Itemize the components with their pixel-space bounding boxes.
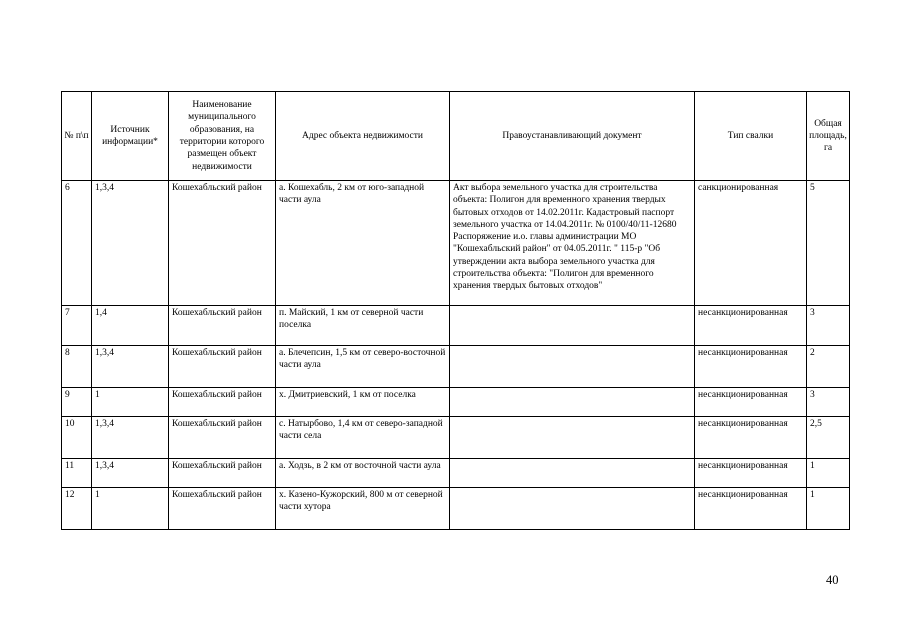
cell-source: 1,3,4 [92,181,169,306]
table-row [62,488,850,530]
cell-number: 7 [62,306,92,346]
cell-type: санкционированная [695,181,807,306]
cell-area: 5 [807,181,850,306]
page-number: 40 [826,573,839,587]
cell-area: 1 [807,488,850,530]
cell-document [450,346,695,388]
cell-area: 2,5 [807,417,850,459]
cell-municipality: Кошехабльский район [169,346,276,388]
cell-type: несанкционированная [695,417,807,459]
cell-document [450,306,695,346]
cell-municipality: Кошехабльский район [169,388,276,417]
cell-document [450,488,695,530]
table-row [62,388,850,417]
cell-number: 6 [62,181,92,306]
header-area: Общая площадь, га [807,92,850,181]
cell-municipality: Кошехабльский район [169,306,276,346]
cell-source: 1,3,4 [92,346,169,388]
cell-source: 1,4 [92,306,169,346]
header-document: Правоустанавливающий документ [450,92,695,181]
cell-address: а. Ходзь, в 2 км от восточной части аула [276,459,450,488]
cell-area: 3 [807,388,850,417]
cell-type: несанкционированная [695,459,807,488]
header-type: Тип свалки [695,92,807,181]
header-address: Адрес объекта недвижимости [276,92,450,181]
cell-source: 1,3,4 [92,459,169,488]
cell-municipality: Кошехабльский район [169,181,276,306]
header-source: Источник информации* [92,92,169,181]
cell-source: 1,3,4 [92,417,169,459]
cell-type: несанкционированная [695,306,807,346]
cell-address: п. Майский, 1 км от северной части поселка [276,306,450,346]
cell-municipality: Кошехабльский район [169,417,276,459]
cell-address: а. Блечепсин, 1,5 км от северо-восточной части аула [276,346,450,388]
cell-number: 9 [62,388,92,417]
cell-source: 1 [92,388,169,417]
cell-municipality: Кошехабльский район [169,459,276,488]
cell-address: х. Дмитриевский, 1 км от поселка [276,388,450,417]
cell-type: несанкционированная [695,488,807,530]
cell-number: 8 [62,346,92,388]
cell-type: несанкционированная [695,346,807,388]
cell-area: 1 [807,459,850,488]
table-row [62,346,850,388]
table-row [62,417,850,459]
cell-document [450,459,695,488]
cell-document [450,417,695,459]
cell-type: несанкционированная [695,388,807,417]
cell-address: а. Кошехабль, 2 км от юго-западной части аула [276,181,450,306]
cell-address: х. Казено-Кужорский, 800 м от северной части хутора [276,488,450,530]
cell-number: 10 [62,417,92,459]
cell-municipality: Кошехабльский район [169,488,276,530]
cell-document [450,388,695,417]
table-header-row [62,92,850,181]
table-row [62,306,850,346]
table-row [62,459,850,488]
table-row [62,181,850,306]
cell-source: 1 [92,488,169,530]
cell-number: 12 [62,488,92,530]
cell-area: 3 [807,306,850,346]
header-number: № п\п [62,92,92,181]
cell-document: Акт выбора земельного участка для строительства объекта: Полигон для временного хранения твердых бытовых отходов от 14.02.2011г. Кадастровый паспорт земельного участка от 14.04.2011г. № 0100/40/11-12680 Распоряжение и.о. главы администрации МО "Кошехабльский район" от 04.05.2011г. " 115-р "Об утверждении акта выбора земельного участка для строительства объекта: "Полигон для временного хранения твердых бытовых отходов" [450,181,695,306]
cell-number: 11 [62,459,92,488]
landfill-table [61,91,850,530]
cell-area: 2 [807,346,850,388]
header-municipality: Наименование муниципального образования, на территории которого размещен объект недвижимости [169,92,276,181]
cell-address: с. Натырбово, 1,4 км от северо-западной части села [276,417,450,459]
